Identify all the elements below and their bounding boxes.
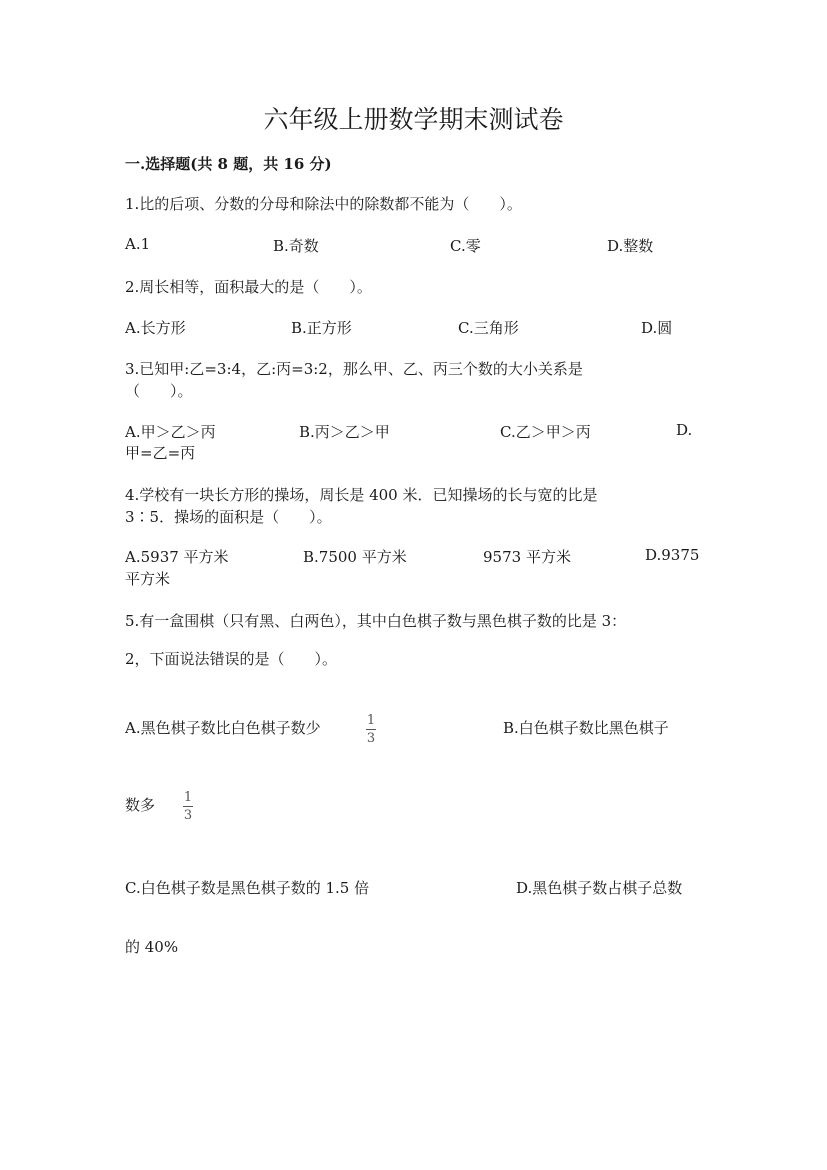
q4-option-a: A.5937 平方米 (125, 548, 229, 566)
q5-option-c: C.白色棋子数是黑色棋子数的 1.5 倍 (125, 879, 370, 897)
q3-option-c: C.乙＞甲＞丙 (500, 423, 591, 441)
fraction-one-third (183, 791, 193, 822)
page-title: 六年级上册数学期末测试卷 (263, 105, 564, 134)
question-2-stem: 2.周长相等，面积最大的是（ ）。 (125, 278, 372, 296)
fraction-numerator: 1 (183, 790, 193, 805)
q3-option-b: B.丙＞乙＞甲 (299, 423, 390, 441)
question-3-stem-line1: 3.已知甲:乙=3:4，乙:丙=3:2，那么甲、乙、丙三个数的大小关系是 (125, 360, 583, 378)
fraction-denominator: 3 (366, 731, 376, 746)
question-3-stem-line2: （ ）。 (125, 382, 193, 400)
q2-option-d: D.圆 (641, 319, 673, 337)
q5-option-b-continued: 数多 (125, 796, 156, 814)
q4-option-d: D.9375 (645, 546, 700, 564)
q2-option-a: A.长方形 (125, 319, 186, 337)
question-5-stem-line1: 5.有一盒围棋（只有黑、白两色），其中白色棋子数与黑色棋子数的比是 3： (125, 612, 627, 630)
q4-option-d-text: 平方米 (125, 570, 171, 588)
q1-option-b: B.奇数 (273, 237, 319, 255)
question-4-stem-line2: 3∶5．操场的面积是（ ）。 (125, 508, 332, 526)
q1-option-d: D.整数 (607, 237, 654, 255)
question-4-stem-line1: 4.学校有一块长方形的操场，周长是 400 米．已知操场的长与宽的比是 (125, 486, 598, 504)
q4-option-c: 9573 平方米 (483, 548, 571, 566)
q3-option-d: D. (676, 421, 693, 439)
fraction-bar (366, 729, 376, 730)
question-1-stem: 1.比的后项、分数的分母和除法中的除数都不能为（ ）。 (125, 195, 522, 213)
fraction-bar (183, 806, 193, 807)
q5-option-d-continued: 的 40% (125, 938, 179, 956)
q4-option-b: B.7500 平方米 (303, 548, 407, 566)
q1-option-a: A.1 (125, 235, 151, 253)
fraction-one-third (366, 714, 376, 745)
q1-option-c: C.零 (450, 237, 481, 255)
q5-option-d: D.黑色棋子数占棋子总数 (516, 879, 683, 897)
q5-option-b: B.白色棋子数比黑色棋子 (503, 719, 669, 737)
fraction-numerator: 1 (366, 713, 376, 728)
q3-option-d-text: 甲=乙=丙 (125, 444, 196, 462)
q3-option-a: A.甲＞乙＞丙 (125, 423, 216, 441)
q2-option-b: B.正方形 (291, 319, 352, 337)
q5-option-a: A.黑色棋子数比白色棋子数少 (125, 719, 321, 737)
q2-option-c: C.三角形 (458, 319, 519, 337)
fraction-denominator: 3 (183, 808, 193, 823)
section-heading: 一.选择题(共 8 题，共 16 分) (125, 155, 332, 173)
question-5-stem-line2: 2，下面说法错误的是（ ）。 (125, 650, 338, 668)
